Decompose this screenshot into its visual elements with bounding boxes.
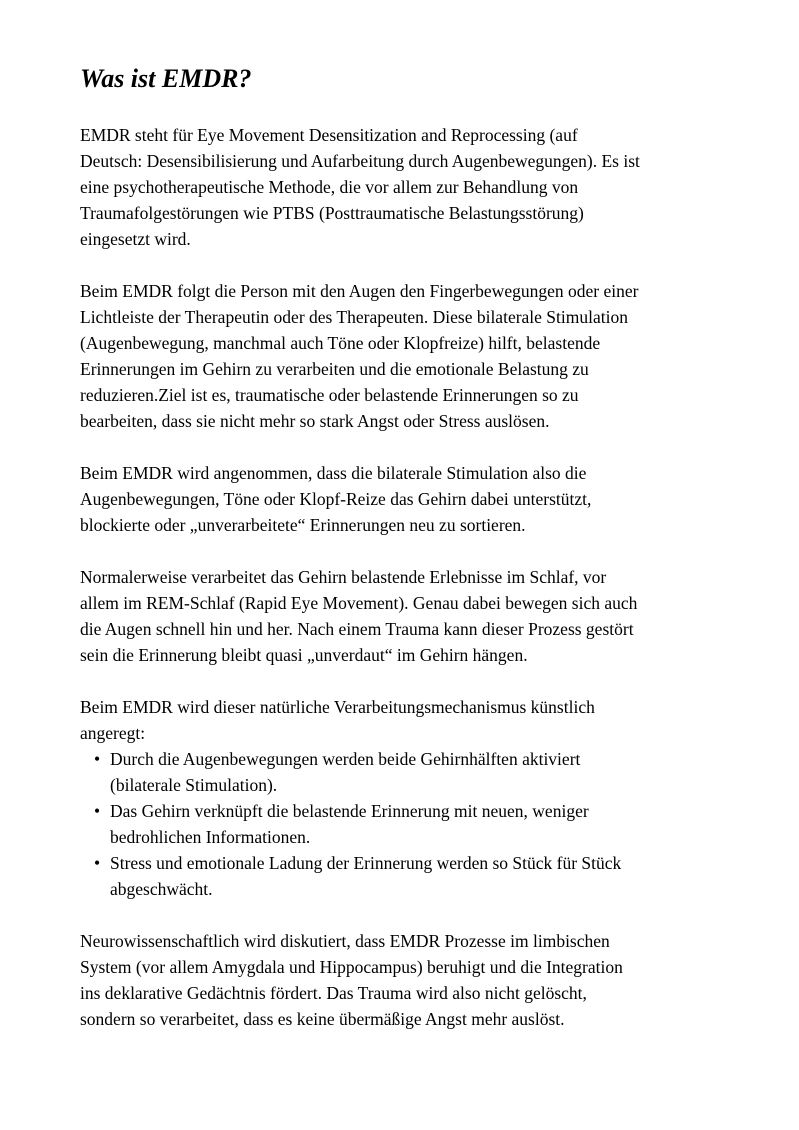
text-line: Durch die Augenbewegungen werden beide Gehirnhälften aktiviert: [110, 749, 581, 769]
document-page: [80, 64, 740, 1058]
text-line: bedrohlichen Informationen.: [110, 827, 311, 847]
text-line: abgeschwächt.: [110, 879, 213, 899]
list-item: [80, 746, 740, 798]
text-line: eingesetzt wird.: [80, 229, 191, 249]
bullet-icon: •: [94, 853, 101, 873]
text-line: Neurowissenschaftlich wird diskutiert, dass EMDR Prozesse im limbischen: [80, 931, 610, 951]
text-line: blockierte oder „unverarbeitete“ Erinnerungen neu zu sortieren.: [80, 515, 526, 535]
text-line: bearbeiten, dass sie nicht mehr so stark Angst oder Stress auslösen.: [80, 411, 550, 431]
text-line: angeregt:: [80, 723, 146, 743]
paragraph-mechanism-intro: [80, 694, 740, 746]
text-line: Beim EMDR wird dieser natürliche Verarbeitungsmechanismus künstlich: [80, 697, 595, 717]
text-line: System (vor allem Amygdala und Hippocampus) beruhigt und die Integration: [80, 957, 623, 977]
paragraph-sleep: [80, 564, 740, 668]
bullet-icon: •: [94, 801, 101, 821]
text-line: Erinnerungen im Gehirn zu verarbeiten und die emotionale Belastung zu: [80, 359, 589, 379]
paragraph-definition: [80, 122, 740, 252]
text-line: sein die Erinnerung bleibt quasi „unverdaut“ im Gehirn hängen.: [80, 645, 528, 665]
text-line: Beim EMDR folgt die Person mit den Augen den Fingerbewegungen oder einer: [80, 281, 639, 301]
page-title: Was ist EMDR?: [80, 64, 252, 93]
text-line: Das Gehirn verknüpft die belastende Erinnerung mit neuen, weniger: [110, 801, 589, 821]
text-line: ins deklarative Gedächtnis fördert. Das Trauma wird also nicht gelöscht,: [80, 983, 587, 1003]
text-line: allem im REM-Schlaf (Rapid Eye Movement). Genau dabei bewegen sich auch: [80, 593, 638, 613]
bullet-icon: •: [94, 749, 101, 769]
text-line: Deutsch: Desensibilisierung und Aufarbeitung durch Augenbewegungen). Es ist: [80, 151, 640, 171]
text-line: EMDR steht für Eye Movement Desensitization and Reprocessing (auf: [80, 125, 578, 145]
text-line: (Augenbewegung, manchmal auch Töne oder Klopfreize) hilft, belastende: [80, 333, 601, 353]
text-line: eine psychotherapeutische Methode, die vor allem zur Behandlung von: [80, 177, 579, 197]
text-line: Stress und emotionale Ladung der Erinnerung werden so Stück für Stück: [110, 853, 622, 873]
text-line: (bilaterale Stimulation).: [110, 775, 278, 795]
text-line: Augenbewegungen, Töne oder Klopf-Reize das Gehirn dabei unterstützt,: [80, 489, 592, 509]
text-line: sondern so verarbeitet, dass es keine übermäßige Angst mehr auslöst.: [80, 1009, 565, 1029]
text-line: reduzieren.Ziel ist es, traumatische oder belastende Erinnerungen so zu: [80, 385, 579, 405]
text-line: Normalerweise verarbeitet das Gehirn belastende Erlebnisse im Schlaf, vor: [80, 567, 607, 587]
paragraph-assumption: [80, 460, 740, 538]
text-line: Traumafolgestörungen wie PTBS (Posttraumatische Belastungsstörung): [80, 203, 584, 223]
paragraph-procedure: [80, 278, 740, 434]
text-line: die Augen schnell hin und her. Nach einem Trauma kann dieser Prozess gestört: [80, 619, 634, 639]
text-line: Beim EMDR wird angenommen, dass die bilaterale Stimulation also die: [80, 463, 587, 483]
list-item: [80, 798, 740, 850]
mechanism-bullet-list: [80, 746, 740, 902]
paragraph-neuroscience: [80, 928, 740, 1032]
text-line: Lichtleiste der Therapeutin oder des Therapeuten. Diese bilaterale Stimulation: [80, 307, 628, 327]
list-item: [80, 850, 740, 902]
